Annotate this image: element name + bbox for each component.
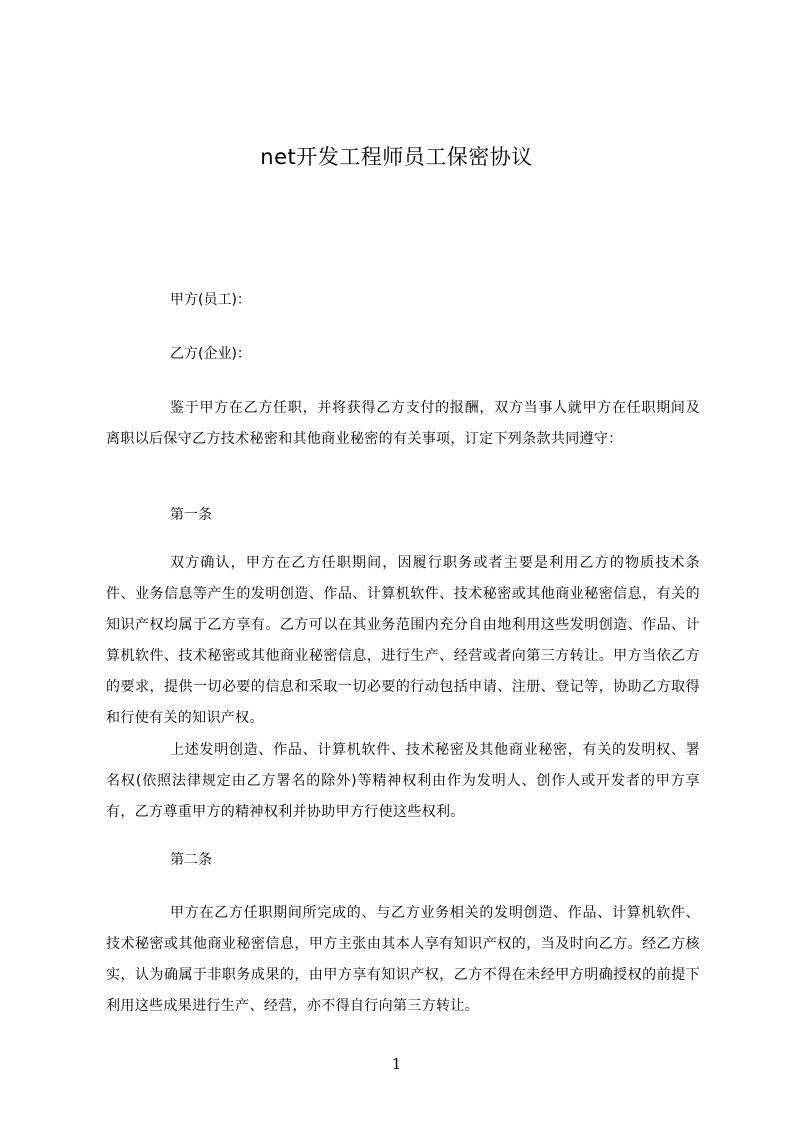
section-2-paragraph-1: 甲方在乙方任职期间所完成的、与乙方业务相关的发明创造、作品、计算机软件、技术秘密或其他商业秘密信息，甲方主张由其本人享有知识产权的，当及时向乙方。经乙方核实，认为确属于非职务成果的，由甲方享有知识产权，乙方不得在未经甲方明确授权的前提下利用这些成果进行生产、经营，亦不得自行向第三方转让。 xyxy=(106,905,700,1014)
preamble-paragraph: 鉴于甲方在乙方任职，并将获得乙方支付的报酬，双方当事人就甲方在任职期间及离职以后保守乙方技术秘密和其他商业秘密的有关事项，订定下列条款共同遵守： xyxy=(106,400,700,447)
section-1-paragraph-1: 双方确认，甲方在乙方任职期间，因履行职务或者主要是利用乙方的物质技术条件、业务信息等产生的发明创造、作品、计算机软件、技术秘密或其他商业秘密信息，有关的知识产权均属于乙方享有。乙方可以在其业务范围内充分自由地利用这些发明创造、作品、计算机软件、技术秘密或其他商业秘密信息，进行生产、经营或者向第三方转让。甲方当依乙方的要求，提供一切必要的信息和采取一切必要的行动包括申请、注册、登记等，协助乙方取得和行使有关的知识产权。 xyxy=(106,555,700,726)
section-1-paragraph-2: 上述发明创造、作品、计算机软件、技术秘密及其他商业秘密，有关的发明权、署名权(依照法律规定由乙方署名的除外)等精神权利由作为发明人、创作人或开发者的甲方享有，乙方尊重甲方的精神权利并协助甲方行使这些权利。 xyxy=(106,742,700,820)
party-a-label: 甲方(员工)： xyxy=(170,292,251,308)
section-heading-2: 第二条 xyxy=(170,852,212,868)
document-title: net开发工程师员工保密协议 xyxy=(260,145,533,169)
section-heading-1: 第一条 xyxy=(170,507,212,523)
party-b-label: 乙方(企业)： xyxy=(170,346,251,362)
page-number: 1 xyxy=(391,1055,402,1073)
